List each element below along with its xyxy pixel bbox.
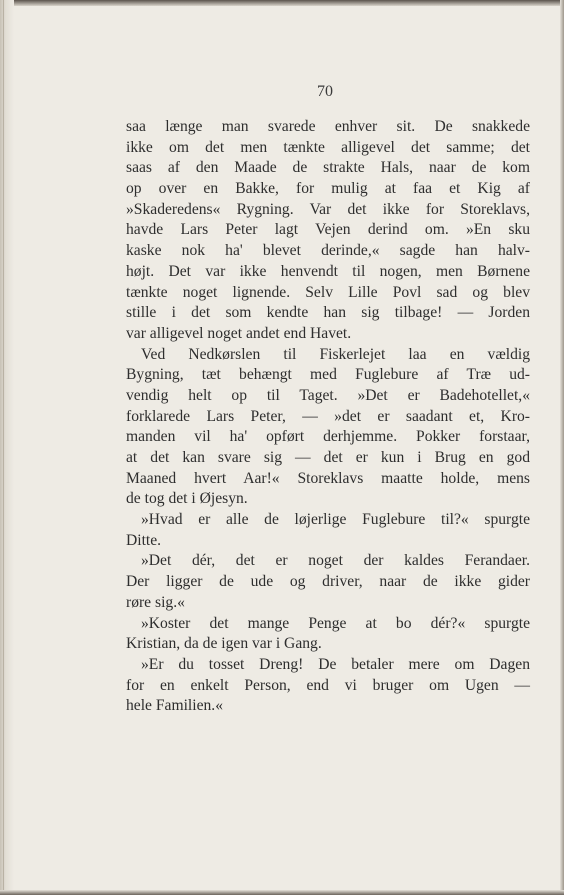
text-line: Kristian, da de igen var i Gang. (126, 635, 322, 653)
text-line: saa længe man svarede enhver sit. De snakkede (126, 118, 530, 135)
text-line: var alligevel noget andet end Havet. (126, 324, 352, 342)
text-line: hele Familien.« (126, 697, 224, 715)
text-line: tænkte noget lignende. Selv Lille Povl sad og blev (126, 283, 530, 301)
text-line: forklarede Lars Peter, — »det er saadant et, Kro- (126, 407, 530, 425)
text-line: Maaned hvert Aar!« Storeklavs maatte holde, mens (126, 469, 530, 487)
text-line: højt. Det var ikke henvendt til nogen, men Børnene (126, 262, 530, 280)
text-line: vendig helt op til Taget. »Det er Badehotellet,« (126, 386, 530, 404)
text-line: ikke om det men tænkte alligevel det samme; det (126, 138, 530, 156)
text-line: Ved Nedkørslen til Fiskerlejet laa en vældig (141, 345, 530, 363)
text-line: »Hvad er alle de løjerlige Fuglebure til?« spurgte (141, 511, 530, 529)
text-line: »Det dér, det er noget der kaldes Ferandaer. (141, 552, 530, 570)
page-bottom-edge (0, 890, 564, 895)
text-line: Der ligger de ude og driver, naar de ikke gider (126, 573, 530, 591)
text-line: »Er du tosset Dreng! De betaler mere om Dagen (141, 655, 530, 673)
text-line: op over en Bakke, for mulig at faa et Kig af (126, 180, 530, 198)
page-binding-edge (0, 0, 14, 895)
text-line: at det kan svare sig — det er kun i Brug en god (126, 449, 530, 466)
page-number: 70 (317, 83, 333, 100)
page-top-edge (0, 0, 564, 6)
text-line: Ditte. (126, 531, 162, 549)
text-line: Bygning, tæt behængt med Fuglebure af Træ ud- (126, 366, 530, 384)
text-line: saas af den Maade de strakte Hals, naar de kom (126, 159, 530, 177)
text-line: »Skaderedens« Rygning. Var det ikke for Storeklavs, (126, 200, 530, 218)
text-line: kaske nok ha' blevet derinde,« sagde han halv- (126, 242, 530, 260)
text-line: manden vil ha' opført derhjemme. Pokker forstaar, (126, 428, 530, 446)
text-line: for en enkelt Person, end vi bruger om Ugen — (126, 676, 530, 694)
text-line: de tog det i Øjesyn. (126, 490, 248, 508)
text-line: »Koster det mange Penge at bo dér?« spurgte (141, 614, 530, 632)
text-line: stille i det som kendte han sig tilbage! — Jorden (126, 304, 530, 322)
body-text (126, 117, 530, 717)
text-line: røre sig.« (126, 593, 185, 611)
page-right-edge (560, 0, 564, 895)
text-line: havde Lars Peter lagt Vejen derind om. »En sku (126, 221, 530, 239)
